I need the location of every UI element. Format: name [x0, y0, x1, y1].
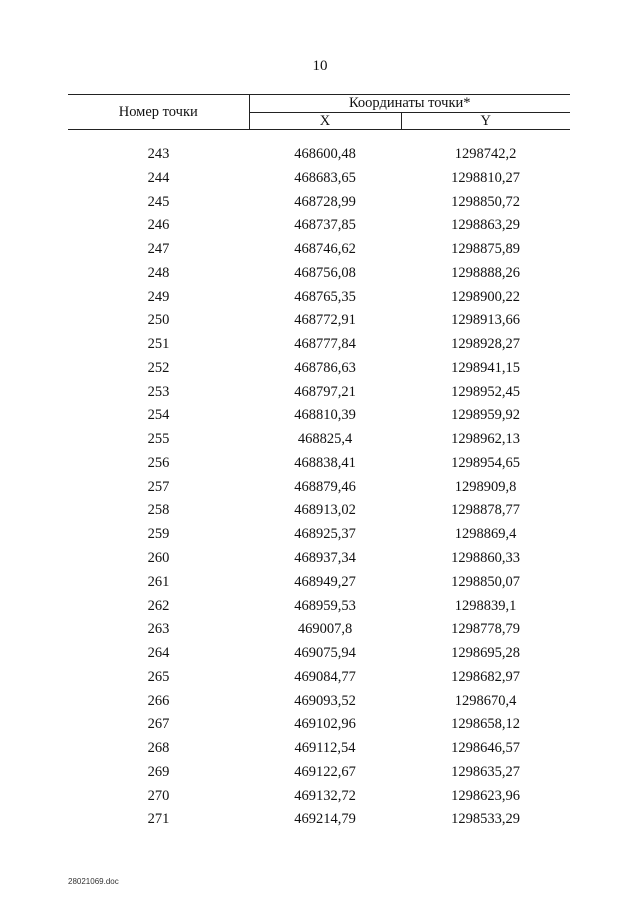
x-coordinate-cell: 469132,72: [294, 787, 356, 804]
x-coordinate-cell: 469122,67: [294, 763, 356, 780]
y-coordinate-cell: 1298742,2: [454, 146, 517, 162]
y-coordinate-cell: 1298888,26: [451, 264, 520, 281]
x-coordinate-cell: 468913,02: [294, 502, 356, 519]
y-coordinate-cell: 1298850,07: [451, 573, 520, 590]
table-row: [68, 404, 570, 428]
table-row: [68, 452, 570, 476]
point-number-cell: 267: [147, 716, 170, 733]
point-number-cell: 253: [147, 383, 170, 400]
x-coordinate-cell: 469084,77: [294, 668, 356, 685]
point-number-cell: 248: [147, 264, 170, 281]
point-number-cell: 270: [147, 787, 170, 804]
table-row: [68, 690, 570, 714]
point-number-cell: 258: [147, 502, 170, 519]
x-coordinate-cell: 468746,62: [294, 241, 356, 258]
point-number-cell: 251: [147, 336, 170, 353]
point-number-cell: 244: [147, 169, 170, 186]
x-coordinate-cell: 468737,85: [294, 217, 356, 234]
x-coordinate-cell: 468810,39: [294, 407, 356, 424]
y-coordinate-cell: 1298952,45: [451, 383, 520, 400]
y-coordinate-cell: 1298909,8: [454, 478, 517, 495]
table-row: [68, 523, 570, 547]
x-coordinate-cell: 468600,48: [294, 146, 356, 162]
point-number-cell: 255: [147, 431, 170, 448]
y-coordinate-cell: 1298839,1: [454, 597, 517, 614]
y-coordinate-cell: 1298962,13: [451, 431, 520, 448]
y-coordinate-cell: 1298959,92: [451, 407, 520, 424]
table-row: [68, 214, 570, 238]
y-coordinate-cell: 1298670,4: [454, 692, 517, 709]
header-x: X: [249, 113, 401, 130]
table-row: [68, 737, 570, 761]
y-coordinate-cell: 1298928,27: [451, 336, 520, 353]
point-number-cell: 259: [147, 526, 170, 543]
table-body: [68, 130, 570, 833]
y-coordinate-cell: 1298941,15: [451, 359, 520, 376]
x-coordinate-cell: 468683,65: [294, 169, 356, 186]
table-row: [68, 428, 570, 452]
point-number-cell: 252: [147, 359, 170, 376]
point-number-cell: 246: [147, 217, 170, 234]
y-coordinate-cell: 1298810,27: [451, 169, 520, 186]
x-coordinate-cell: 468786,63: [294, 359, 356, 376]
table-row: [68, 262, 570, 286]
x-coordinate-cell: 468949,27: [294, 573, 356, 590]
table-row: [68, 381, 570, 405]
x-coordinate-cell: 468777,84: [294, 336, 356, 353]
x-coordinate-cell: 469075,94: [294, 645, 356, 662]
point-number-cell: 254: [147, 407, 170, 424]
table-row: [68, 808, 570, 832]
table-row: [68, 785, 570, 809]
table-row: [68, 571, 570, 595]
point-number-cell: 263: [147, 621, 170, 638]
x-coordinate-cell: 468937,34: [294, 550, 356, 567]
table-row: [68, 595, 570, 619]
point-number-cell: 243: [147, 146, 170, 162]
y-coordinate-cell: 1298635,27: [451, 763, 520, 780]
x-coordinate-cell: 469112,54: [294, 740, 356, 757]
y-coordinate-cell: 1298860,33: [451, 550, 520, 567]
x-coordinate-cell: 468728,99: [294, 193, 356, 210]
x-coordinate-cell: 468756,08: [294, 264, 356, 281]
y-coordinate-cell: 1298646,57: [451, 740, 520, 757]
point-number-cell: 245: [147, 193, 170, 210]
header-point-number: Номер точки: [68, 95, 249, 130]
y-coordinate-cell: 1298850,72: [451, 193, 520, 210]
point-number-cell: 261: [147, 573, 170, 590]
table-row: [68, 286, 570, 310]
table-row: [68, 761, 570, 785]
point-number-cell: 271: [147, 811, 170, 828]
table-row: [68, 642, 570, 666]
file-name-footer: 28021069.doc: [68, 877, 119, 886]
point-number-cell: 265: [147, 668, 170, 685]
header-y: Y: [401, 113, 570, 130]
x-coordinate-cell: 469214,79: [294, 811, 356, 828]
x-coordinate-cell: 468765,35: [294, 288, 356, 305]
point-number-cell: 250: [147, 312, 170, 329]
x-coordinate-cell: 469093,52: [294, 692, 356, 709]
table-row: [68, 476, 570, 500]
table-row: [68, 357, 570, 381]
x-coordinate-cell: 468825,4: [297, 431, 353, 448]
x-coordinate-cell: 468925,37: [294, 526, 356, 543]
y-coordinate-cell: 1298695,28: [451, 645, 520, 662]
table-row: [68, 666, 570, 690]
point-number-cell: 269: [147, 763, 170, 780]
x-coordinate-cell: 468879,46: [294, 478, 356, 495]
table-row: [68, 333, 570, 357]
table-row: [68, 309, 570, 333]
point-number-cell: 264: [147, 645, 170, 662]
y-coordinate-cell: 1298623,96: [451, 787, 520, 804]
y-coordinate-cell: 1298913,66: [451, 312, 520, 329]
y-coordinate-cell: 1298533,29: [451, 811, 520, 828]
y-coordinate-cell: 1298658,12: [451, 716, 520, 733]
y-coordinate-cell: 1298863,29: [451, 217, 520, 234]
table-row: [68, 618, 570, 642]
table-row: [68, 547, 570, 571]
point-number-cell: 268: [147, 740, 170, 757]
y-coordinate-cell: 1298869,4: [454, 526, 517, 543]
x-coordinate-cell: 468772,91: [294, 312, 356, 329]
y-coordinate-cell: 1298682,97: [451, 668, 520, 685]
point-number-cell: 260: [147, 550, 170, 567]
x-coordinate-cell: 469102,96: [294, 716, 356, 733]
table-row: [68, 499, 570, 523]
x-coordinate-cell: 468797,21: [294, 383, 356, 400]
table-row: [68, 167, 570, 191]
point-number-cell: 257: [147, 478, 170, 495]
header-point-coordinates: Координаты точки*: [249, 95, 570, 113]
page-number: 10: [312, 58, 328, 74]
x-coordinate-cell: 469007,8: [297, 621, 353, 638]
x-coordinate-cell: 468838,41: [294, 454, 356, 471]
table-row: [68, 191, 570, 215]
y-coordinate-cell: 1298878,77: [451, 502, 520, 519]
x-coordinate-cell: 468959,53: [294, 597, 356, 614]
table-row: [68, 238, 570, 262]
coordinates-table: [68, 94, 570, 832]
y-coordinate-cell: 1298875,89: [451, 241, 520, 258]
table-row: [68, 143, 570, 167]
y-coordinate-cell: 1298900,22: [451, 288, 520, 305]
point-number-cell: 262: [147, 597, 170, 614]
point-number-cell: 249: [147, 288, 170, 305]
point-number-cell: 266: [147, 692, 170, 709]
y-coordinate-cell: 1298778,79: [451, 621, 520, 638]
y-coordinate-cell: 1298954,65: [451, 454, 520, 471]
table-row: [68, 713, 570, 737]
point-number-cell: 247: [147, 241, 170, 258]
point-number-cell: 256: [147, 454, 170, 471]
